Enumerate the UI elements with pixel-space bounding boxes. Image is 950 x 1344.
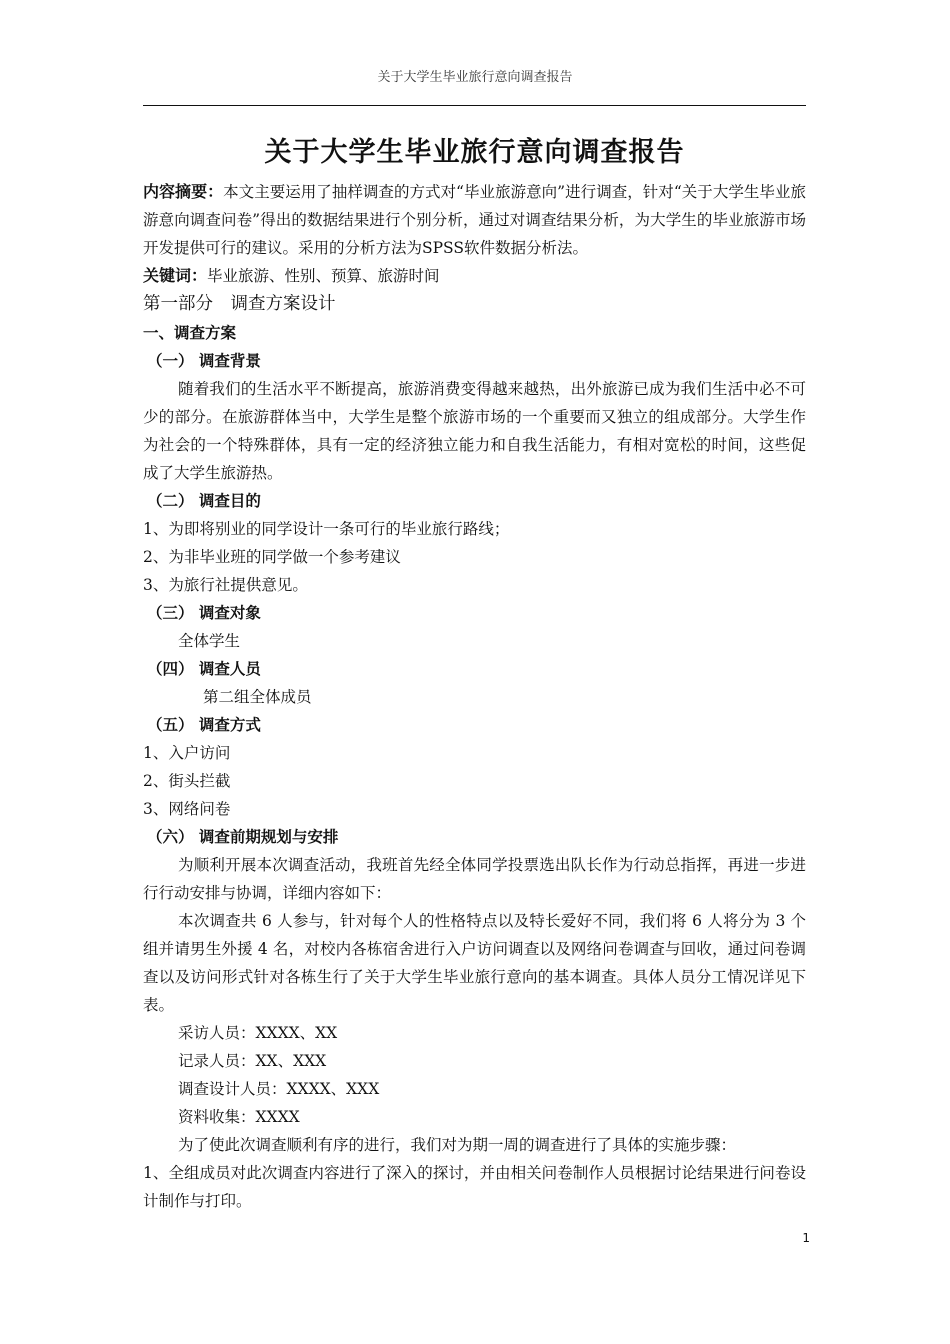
subsection-heading-subjects: （三） 调查对象 (147, 604, 261, 622)
staff-line: 资料收集：XXXX (178, 1108, 300, 1126)
keywords-text: 毕业旅游、性别、预算、旅游时间 (207, 267, 440, 285)
planning-paragraph: 本次调查共 6 人参与，针对每个人的性格特点以及特长爱好不同，我们将 6 人将分为 3 个组并请男生外援 4 名，对校内各栋宿舍进行入户访问调查以及网络问卷调查与回收，通过问卷调查以及访问形式针对各栋生行了关于大学生毕业旅行意向的基本调查。具体人员分工情况详见下表。 (143, 912, 806, 1014)
purpose-item: 3、为旅行社提供意见。 (143, 576, 308, 594)
abstract-text: 本文主要运用了抽样调查的方式对“毕业旅游意向”进行调查，针对“关于大学生毕业旅游意向调查问卷”得出的数据结果进行个别分析，通过对调查结果分析，为大学生的毕业旅游市场开发提供可行的建议。采用的分析方法为SPSS软件数据分析法。 (143, 183, 806, 257)
method-item: 1、入户访问 (143, 744, 231, 762)
purpose-item: 1、为即将别业的同学设计一条可行的毕业旅行路线； (143, 520, 510, 538)
purpose-item: 2、为非毕业班的同学做一个参考建议 (143, 548, 401, 566)
method-item: 3、网络问卷 (143, 800, 231, 818)
header-divider (143, 105, 806, 106)
subsection-heading-planning: （六） 调查前期规划与安排 (147, 828, 339, 846)
page-number: 1 (802, 1231, 810, 1245)
planning-paragraph: 为顺利开展本次调查活动，我班首先经全体同学投票选出队长作为行动总指挥，再进一步进行行动安排与协调，详细内容如下： (143, 856, 806, 902)
keywords (143, 262, 806, 290)
subsection-heading-purpose: （二） 调查目的 (147, 492, 261, 510)
staff-text: 第二组全体成员 (203, 688, 312, 706)
staff-line: 记录人员：XX、XXX (178, 1052, 327, 1070)
staff-line: 调查设计人员：XXXX、XXX (178, 1080, 380, 1098)
staff-line: 采访人员：XXXX、XX (178, 1024, 338, 1042)
abstract-label: 内容摘要： (143, 182, 224, 201)
subsection-heading-methods: （五） 调查方式 (147, 716, 261, 734)
abstract (143, 178, 806, 262)
document-title: 关于大学生毕业旅行意向调查报告 (264, 137, 685, 168)
part-heading: 第一部分 调查方案设计 (143, 294, 336, 314)
planning-paragraph: 为了使此次调查顺利有序的进行，我们对为期一周的调查进行了具体的实施步骤： (178, 1136, 737, 1154)
keywords-label: 关键词： (143, 266, 208, 285)
method-item: 2、街头拦截 (143, 772, 231, 790)
subsection-heading-background: （一） 调查背景 (147, 352, 261, 370)
subjects-text: 全体学生 (178, 632, 241, 650)
document-body (143, 128, 806, 1215)
running-header: 关于大学生毕业旅行意向调查报告 (377, 70, 573, 85)
section-heading: 一、调查方案 (143, 324, 237, 342)
subsection-heading-staff: （四） 调查人员 (147, 660, 261, 678)
planning-step: 1、全组成员对此次调查内容进行了深入的探讨，并由相关问卷制作人员根据讨论结果进行问卷设计制作与打印。 (143, 1164, 806, 1210)
background-paragraph: 随着我们的生活水平不断提高，旅游消费变得越来越热，出外旅游已成为我们生活中必不可少的部分。在旅游群体当中，大学生是整个旅游市场的一个重要而又独立的组成部分。大学生作为社会的一个特殊群体，具有一定的经济独立能力和自我生活能力，有相对宽松的时间，这些促成了大学生旅游热。 (143, 380, 806, 482)
